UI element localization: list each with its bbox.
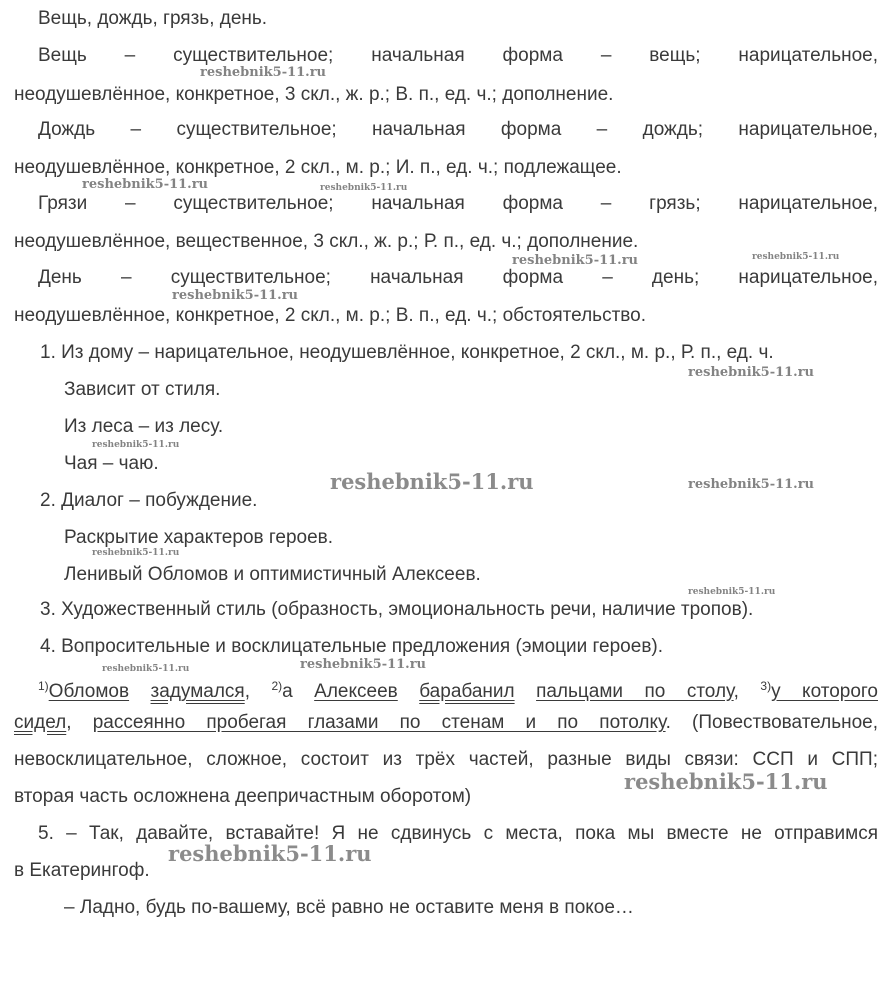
- text-line-vesch-1: Вещь – существительное; начальная форма – вещь; нарицательное,: [38, 45, 878, 66]
- watermark: reshebnik5-11.ru: [102, 664, 190, 674]
- text-line-gryazi-1: Грязи – существительное; начальная форма – грязь; нарицательное,: [38, 193, 878, 214]
- list-item-1: 1. Из дому – нарицательное, неодушевлённое, конкретное, 2 скл., м. р., Р. п., ед. ч.: [40, 342, 774, 363]
- watermark: reshebnik5-11.ru: [300, 657, 427, 672]
- comma: ,: [733, 681, 739, 702]
- text-line-gryazi-2: неодушевлённое, вещественное, 3 скл., ж. р.; Р. п., ед. ч.; дополнение.: [14, 231, 639, 252]
- watermark: reshebnik5-11.ru: [688, 587, 776, 597]
- watermark: reshebnik5-11.ru: [624, 769, 828, 794]
- watermark: reshebnik5-11.ru: [172, 288, 299, 303]
- clause-marker-2: 2): [271, 679, 283, 693]
- dialogue-line-1-end: в Екатерингоф.: [14, 860, 150, 881]
- subject-u-kotorogo: у которого: [771, 681, 878, 702]
- adverbial-participle-phrase: рассеянно пробегая глазами по стенам и по потолку: [92, 712, 666, 733]
- watermark: reshebnik5-11.ru: [82, 177, 209, 192]
- subject-alekseev: Алексеев: [314, 681, 398, 702]
- clause-marker-1: 1): [38, 679, 49, 693]
- watermark: reshebnik5-11.ru: [92, 548, 180, 558]
- analysis-line-3: невосклицательное, сложное, состоит из трёх частей, разные виды связи: ССП и СПП;: [14, 749, 878, 770]
- watermark: reshebnik5-11.ru: [330, 469, 534, 494]
- analysis-line-1: [38, 675, 878, 703]
- predicate-barabanil: барабанил: [419, 681, 515, 702]
- watermark: reshebnik5-11.ru: [92, 440, 180, 450]
- list-item-2-note-characters: Раскрытие характеров героев.: [64, 527, 334, 548]
- text-line-den-1: День – существительное; начальная форма – день; нарицательное,: [38, 267, 878, 288]
- word-a: а: [282, 681, 293, 702]
- text-line-dozhd-1: Дождь – существительное; начальная форма – дождь; нарицательное,: [38, 119, 878, 140]
- text-line-den-2: неодушевлённое, конкретное, 2 скл., м. р.; В. п., ед. ч.; обстоятельство.: [14, 305, 647, 326]
- text-line-vesch-2: неодушевлённое, конкретное, 3 скл., ж. р.; В. п., ед. ч.; дополнение.: [14, 84, 614, 105]
- text-line-dozhd-2: неодушевлённое, конкретное, 2 скл., м. р.; И. п., ед. ч.; подлежащее.: [14, 157, 622, 178]
- list-item-2: 2. Диалог – побуждение.: [40, 490, 258, 511]
- subject-oblomov: Обломов: [48, 681, 130, 702]
- clause-marker-3: 3): [760, 679, 772, 693]
- text-line-intro: Вещь, дождь, грязь, день.: [38, 8, 268, 29]
- comma: ,: [244, 681, 250, 702]
- list-item-1-note-style: Зависит от стиля.: [64, 379, 221, 400]
- watermark: reshebnik5-11.ru: [200, 65, 327, 80]
- watermark: reshebnik5-11.ru: [688, 365, 815, 380]
- watermark: reshebnik5-11.ru: [168, 841, 372, 866]
- analysis-line-4: вторая часть осложнена деепричастным оборотом): [14, 786, 472, 807]
- watermark: reshebnik5-11.ru: [512, 253, 639, 268]
- list-item-1-note-chay: Чая – чаю.: [64, 453, 159, 474]
- comma: ,: [66, 712, 72, 733]
- watermark: reshebnik5-11.ru: [320, 183, 408, 193]
- list-item-4: 4. Вопросительные и восклицательные предложения (эмоции героев).: [40, 636, 664, 657]
- predicate-zadumalsya: задумался: [150, 681, 245, 702]
- object-paltsami-po-stolu: пальцами по столу: [536, 681, 734, 702]
- dialogue-line-1: 5. – Так, давайте, вставайте! Я не сдвинусь с места, пока мы вместе не отправимся: [38, 823, 878, 844]
- predicate-sidel: сидел: [14, 712, 67, 733]
- watermark: reshebnik5-11.ru: [688, 477, 815, 492]
- watermark: reshebnik5-11.ru: [752, 252, 840, 262]
- analysis-line-2: [14, 712, 878, 734]
- analysis-description-start: . (Повествовательное,: [665, 712, 879, 733]
- dialogue-line-2: – Ладно, будь по-вашему, всё равно не оставите меня в покое…: [64, 897, 634, 918]
- list-item-2-note-heroes: Ленивый Обломов и оптимистичный Алексеев.: [64, 564, 481, 585]
- list-item-3: 3. Художественный стиль (образность, эмоциональность речи, наличие тропов).: [40, 599, 754, 620]
- list-item-1-note-les: Из леса – из лесу.: [64, 416, 224, 437]
